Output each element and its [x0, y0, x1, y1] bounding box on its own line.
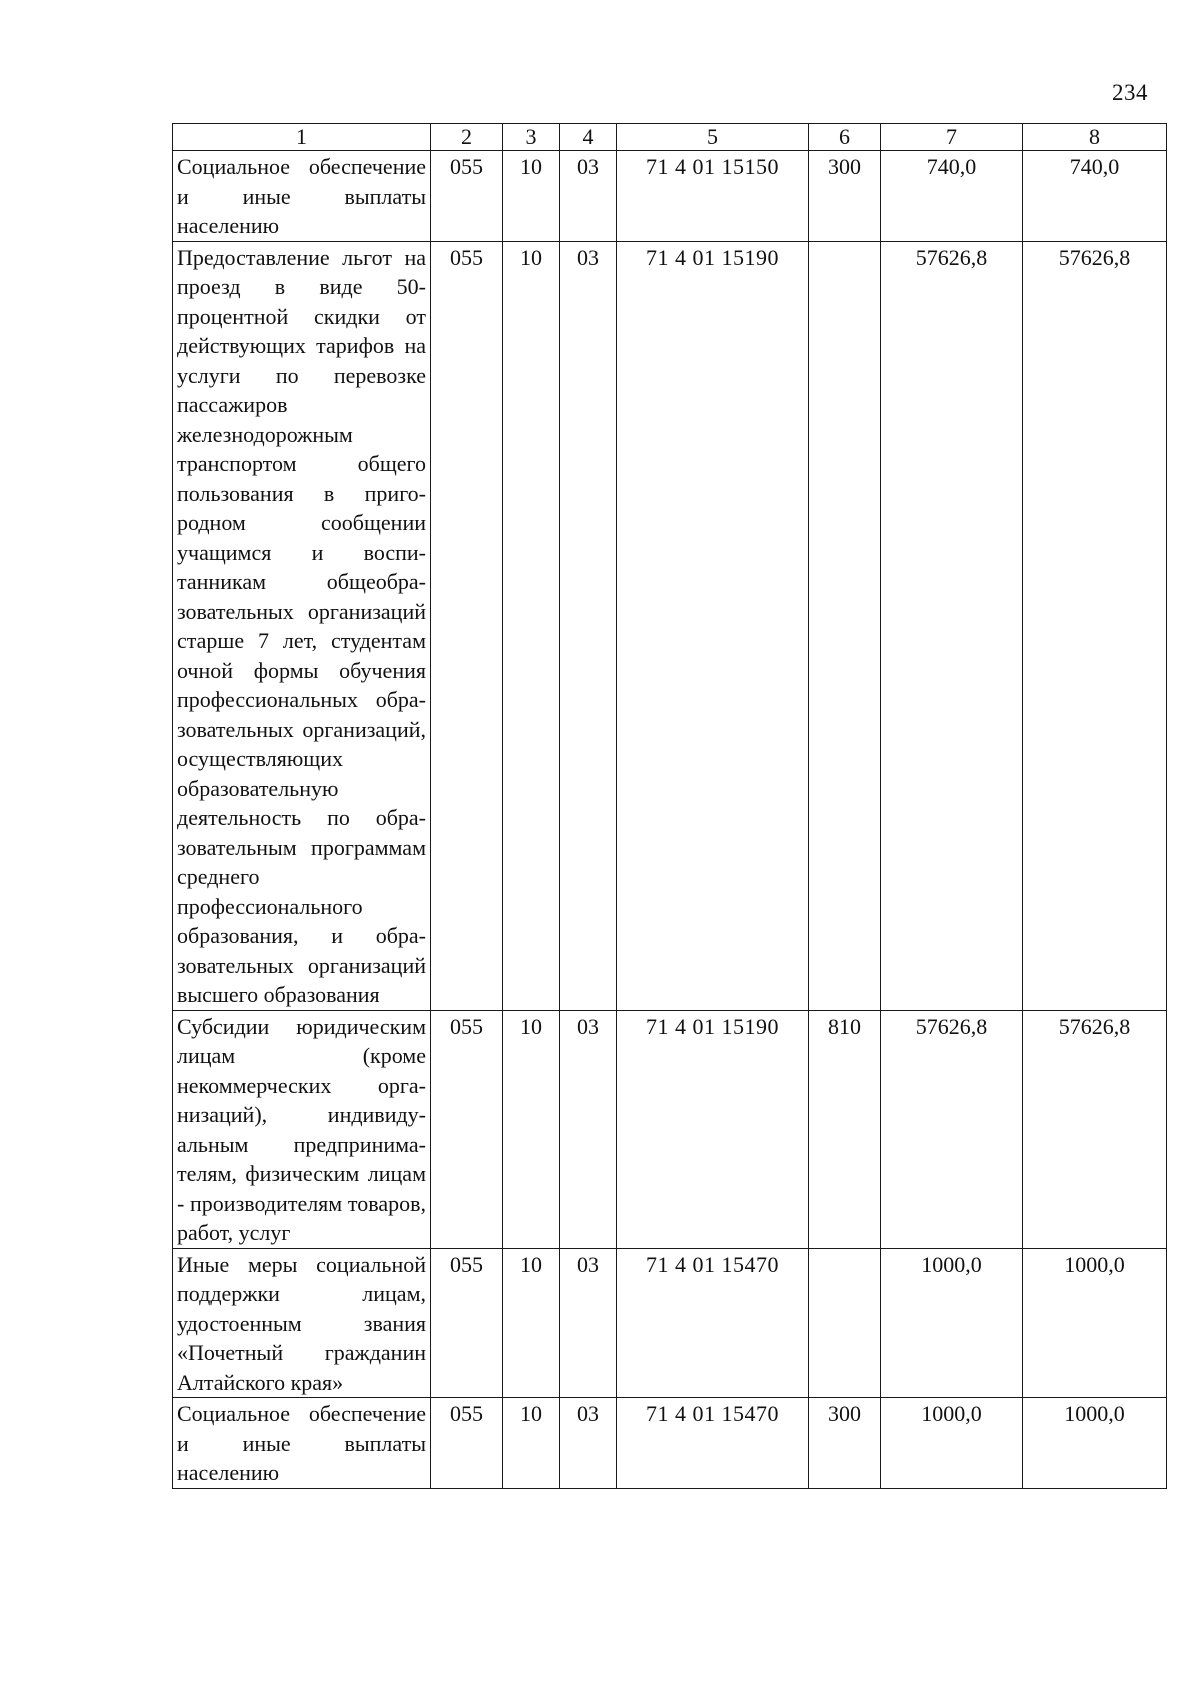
subsection-code: 03: [560, 1398, 617, 1489]
amount-col7: 57626,8: [881, 1010, 1023, 1248]
table-row: [173, 1398, 1167, 1489]
header-row: [173, 124, 1167, 151]
ministry-code: 055: [431, 1398, 503, 1489]
column-header: 8: [1023, 124, 1167, 151]
target-article-code: 71 4 01 15470: [617, 1248, 809, 1398]
table-row: [173, 1010, 1167, 1248]
column-header: 4: [560, 124, 617, 151]
amount-col7: 740,0: [881, 151, 1023, 242]
expense-type-code: 300: [809, 1398, 881, 1489]
item-name: Субсидии юридическим лицам (кроме некоммерческих организаций), индивидуальным предпринимателям, физическим лицам - производителям товаров, работ, услуг: [173, 1010, 431, 1248]
amount-col7: 1000,0: [881, 1398, 1023, 1489]
page-number: 234: [1112, 80, 1148, 105]
expense-type-code: [809, 241, 881, 1010]
subsection-code: 03: [560, 241, 617, 1010]
subsection-code: 03: [560, 1248, 617, 1398]
amount-col8: 57626,8: [1023, 1010, 1167, 1248]
target-article-code: 71 4 01 15150: [617, 151, 809, 242]
subsection-code: 03: [560, 1010, 617, 1248]
column-header: 6: [809, 124, 881, 151]
section-code: 10: [503, 1010, 560, 1248]
column-header: 5: [617, 124, 809, 151]
expense-type-code: [809, 1248, 881, 1398]
ministry-code: 055: [431, 151, 503, 242]
expense-type-code: 810: [809, 1010, 881, 1248]
item-name: Иные меры социальной поддержки лицам, удостоенным звания «Почетный гражданин Алтайского края»: [173, 1248, 431, 1398]
section-code: 10: [503, 1248, 560, 1398]
column-header: 7: [881, 124, 1023, 151]
ministry-code: 055: [431, 241, 503, 1010]
target-article-code: 71 4 01 15190: [617, 241, 809, 1010]
table-row: [173, 1248, 1167, 1398]
column-header: 1: [173, 124, 431, 151]
item-name: Предоставление льгот на проезд в виде 50-процентной скидки от действующих тарифов на услуги по перевозке пассажиров железнодорожным транспортом общего пользования в пригородном сообщении учащимся и воспитанникам общеобразовательных организаций старше 7 лет, студентам очной формы обучения профессиональных образовательных организаций, осуществляющих образовательную деятельность по образовательным программам среднего профессионального образования, и образовательных организаций высшего образования: [173, 241, 431, 1010]
target-article-code: 71 4 01 15190: [617, 1010, 809, 1248]
section-code: 10: [503, 1398, 560, 1489]
table-row: [173, 151, 1167, 242]
target-article-code: 71 4 01 15470: [617, 1398, 809, 1489]
ministry-code: 055: [431, 1010, 503, 1248]
column-header: 3: [503, 124, 560, 151]
amount-col8: 1000,0: [1023, 1248, 1167, 1398]
amount-col8: 57626,8: [1023, 241, 1167, 1010]
amount-col7: 1000,0: [881, 1248, 1023, 1398]
amount-col8: 740,0: [1023, 151, 1167, 242]
amount-col8: 1000,0: [1023, 1398, 1167, 1489]
subsection-code: 03: [560, 151, 617, 242]
section-code: 10: [503, 151, 560, 242]
section-code: 10: [503, 241, 560, 1010]
expense-type-code: 300: [809, 151, 881, 242]
column-header: 2: [431, 124, 503, 151]
ministry-code: 055: [431, 1248, 503, 1398]
budget-table: [172, 123, 1167, 1489]
item-name: Социальное обеспечение и иные выплаты населению: [173, 1398, 431, 1489]
amount-col7: 57626,8: [881, 241, 1023, 1010]
table-row: [173, 241, 1167, 1010]
item-name: Социальное обеспечение и иные выплаты населению: [173, 151, 431, 242]
